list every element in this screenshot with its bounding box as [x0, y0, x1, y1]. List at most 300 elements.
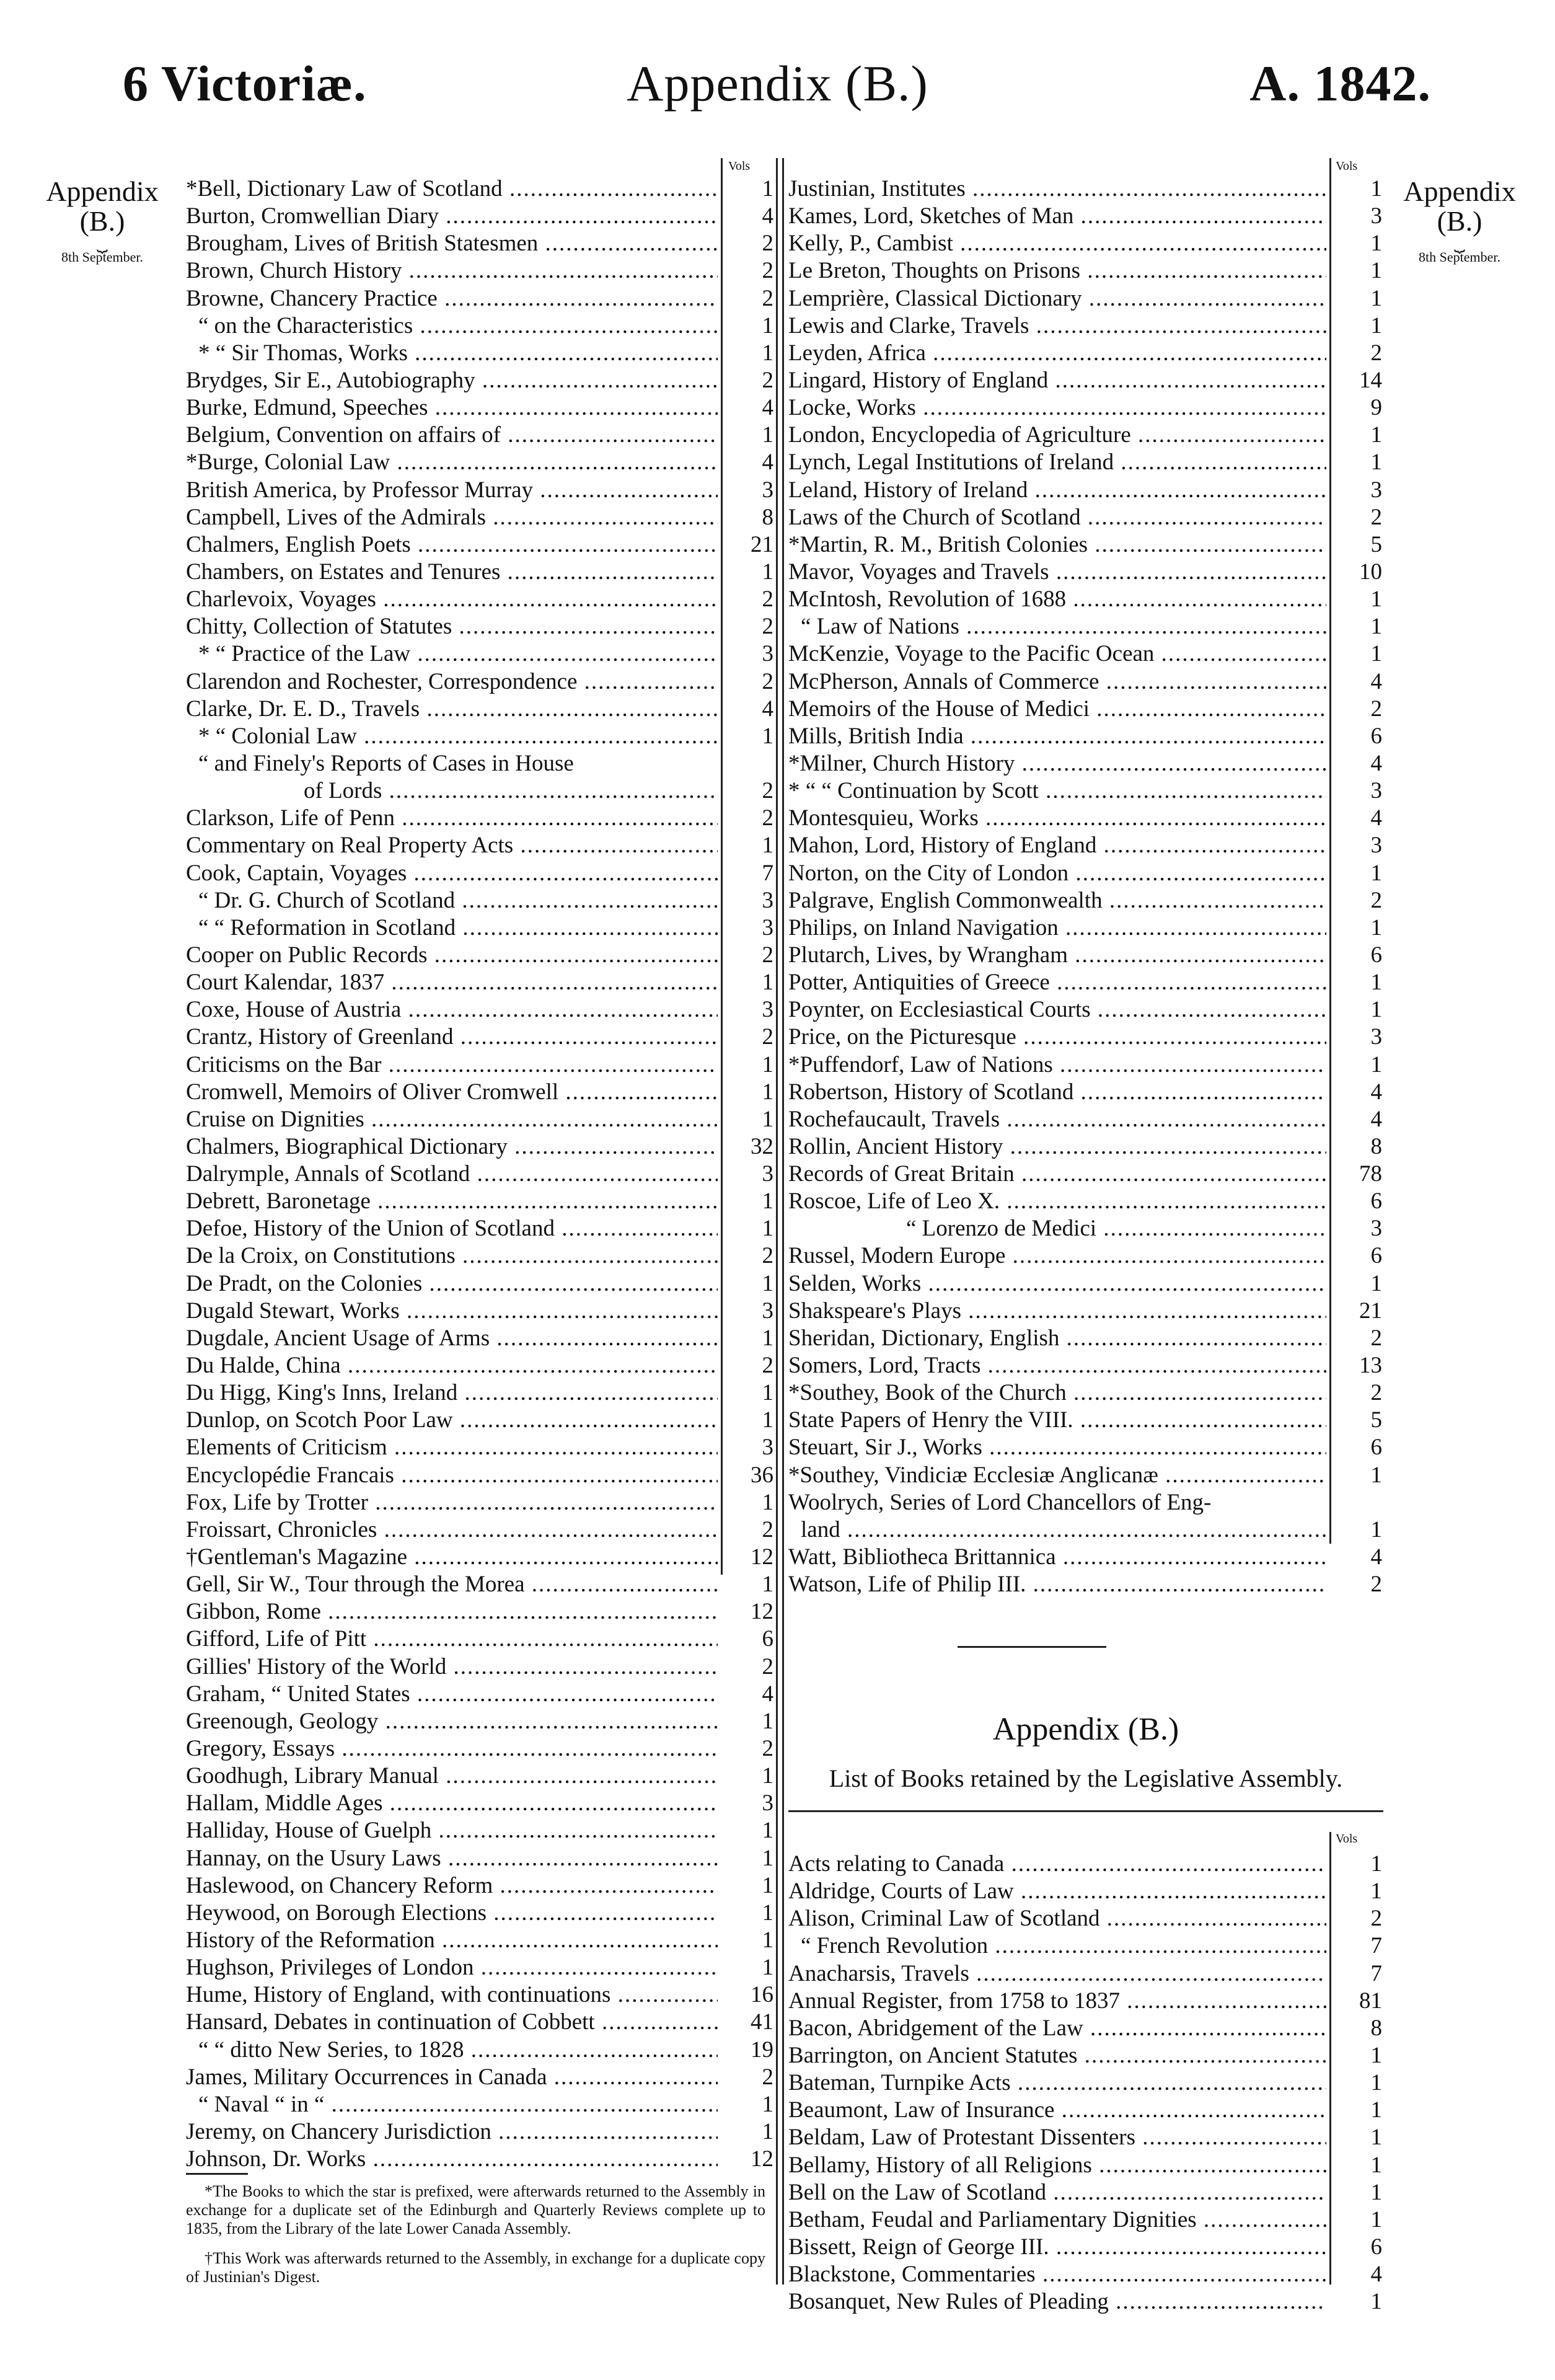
list-item: [186, 367, 773, 394]
list-item: [186, 1379, 773, 1407]
entry-volumes: 2: [1370, 340, 1382, 366]
list-item: [186, 996, 773, 1024]
entry-volumes: 1: [1370, 1462, 1382, 1488]
list-item: [186, 969, 773, 996]
list-item: [788, 340, 1382, 367]
entry-volumes: 4: [1370, 1079, 1382, 1105]
entry-volumes: 1: [762, 1106, 773, 1132]
list-item: [186, 175, 773, 203]
entry-title: Sheridan, Dictionary, English .....: [788, 1325, 1326, 1352]
entry-volumes: 2: [762, 367, 773, 393]
list-item: [788, 1571, 1382, 1598]
list-item: [788, 1051, 1382, 1079]
list-item: [788, 449, 1382, 476]
entry-title: Russel, Modern Europe .....: [788, 1242, 1326, 1270]
entry-title: Haslewood, on Chancery Reform .....: [186, 1872, 718, 1900]
list-item: [186, 1763, 773, 1790]
entry-title: Belgium, Convention on affairs of .....: [186, 422, 718, 449]
entry-title: *Puffendorf, Law of Nations .....: [788, 1051, 1326, 1079]
margin-note-sub: (B.): [79, 205, 125, 237]
entry-title: Defoe, History of the Union of Scotland .....: [186, 1215, 718, 1242]
footnote-rule: [186, 2173, 248, 2175]
entry-volumes: 1: [1370, 860, 1382, 886]
entry-volumes: 2: [762, 942, 773, 968]
entry-title: Plutarch, Lives, by Wrangham .....: [788, 942, 1326, 969]
entry-volumes: 1: [1370, 312, 1382, 338]
entry-title: Poynter, on Ecclesiastical Courts .....: [788, 996, 1326, 1024]
entry-volumes: 1: [1370, 231, 1382, 257]
list-item: [788, 257, 1382, 285]
entry-volumes: 1: [762, 1955, 773, 1981]
entry-title: Gell, Sir W., Tour through the Morea .....: [186, 1571, 718, 1598]
list-item: [186, 1051, 773, 1079]
entry-title: Betham, Feudal and Parliamentary Dignities .....: [788, 2206, 1326, 2234]
entry-title: Campbell, Lives of the Admirals .....: [186, 504, 718, 531]
entry-title: Charlevoix, Voyages .....: [186, 586, 718, 613]
entry-volumes: 4: [1370, 1106, 1382, 1132]
entry-volumes: 1: [1370, 1851, 1382, 1877]
entry-title: Hannay, on the Usury Laws .....: [186, 1845, 718, 1872]
entry-title: Froissart, Chronicles .....: [186, 1516, 718, 1544]
entry-title: Bissett, Reign of George III. .....: [788, 2234, 1326, 2261]
list-item: [788, 1960, 1382, 1988]
entry-title: Commentary on Real Property Acts .....: [186, 832, 718, 859]
list-item: [788, 1932, 1382, 1960]
entry-title: Jeremy, on Chancery Jurisdiction .....: [186, 2118, 718, 2146]
left-column: [186, 175, 773, 2173]
list-item: [186, 504, 773, 531]
entry-title: Cromwell, Memoirs of Oliver Cromwell .....: [186, 1079, 718, 1106]
list-item: [186, 1352, 773, 1379]
entry-volumes: 1: [762, 1763, 773, 1789]
entry-volumes: 2: [762, 258, 773, 284]
list-item: [788, 613, 1382, 640]
list-item: [186, 1024, 773, 1051]
entry-volumes: 1: [762, 1818, 773, 1844]
entry-title: “ and Finely's Reports of Cases in House: [198, 750, 574, 776]
list-item: [788, 1434, 1382, 1461]
entry-volumes: 6: [1370, 1435, 1382, 1461]
entry-volumes: 2: [1370, 1325, 1382, 1351]
entry-volumes: 3: [762, 914, 773, 940]
margin-note-date: 8th September.: [1419, 249, 1500, 265]
list-item: [186, 559, 773, 586]
entry-title: Kelly, P., Cambist .....: [788, 230, 1326, 257]
entry-volumes: 2: [762, 1024, 773, 1050]
entry-volumes: 1: [762, 1079, 773, 1105]
list-item: [186, 1981, 773, 2009]
list-item: [186, 1571, 773, 1598]
entry-title: Le Breton, Thoughts on Prisons .....: [788, 257, 1326, 285]
entry-title: De Pradt, on the Colonies .....: [186, 1270, 718, 1298]
list-item: [788, 1516, 1382, 1544]
list-item: [788, 1188, 1382, 1215]
entry-volumes: 8: [1370, 2015, 1382, 2041]
list-item: [186, 1681, 773, 1708]
list-item: [788, 230, 1382, 257]
entry-volumes: 6: [1370, 1188, 1382, 1214]
entry-volumes: 1: [762, 1216, 773, 1242]
book-list: [788, 1851, 1382, 2316]
list-item: [788, 504, 1382, 531]
entry-volumes: 6: [1370, 942, 1382, 968]
entry-volumes: 1: [762, 1900, 773, 1926]
entry-volumes: 6: [762, 1626, 773, 1652]
entry-volumes: 78: [1359, 1161, 1382, 1187]
entry-volumes: 4: [1370, 1544, 1382, 1570]
entry-title: Gregory, Essays .....: [186, 1735, 718, 1763]
entry-title: Hume, History of England, with continuations .....: [186, 1981, 718, 2009]
list-item: [186, 1489, 773, 1516]
right-column: [788, 175, 1382, 1598]
list-item: [186, 422, 773, 449]
entry-volumes: 10: [1359, 559, 1382, 585]
entry-volumes: 1: [1370, 641, 1382, 667]
entry-title: Bateman, Turnpike Acts .....: [788, 2069, 1326, 2097]
list-item: [186, 1927, 773, 1954]
entry-volumes: 1: [1370, 2179, 1382, 2205]
list-item: [788, 1215, 1382, 1242]
list-item: [788, 531, 1382, 559]
entry-title: Halliday, House of Guelph .....: [186, 1817, 718, 1844]
entry-title: Beldam, Law of Protestant Dissenters .....: [788, 2124, 1326, 2151]
list-item: [186, 1079, 773, 1106]
list-item: [788, 1462, 1382, 1489]
list-item: [788, 1298, 1382, 1325]
entry-title: Encyclopédie Francais .....: [186, 1462, 718, 1489]
list-item: [186, 832, 773, 859]
entry-title: Fox, Life by Trotter .....: [186, 1489, 718, 1516]
entry-volumes: 4: [762, 1681, 773, 1707]
entry-volumes: 81: [1359, 1988, 1382, 2014]
list-item: [788, 175, 1382, 203]
section-subtitle: List of Books retained by the Legislative Assembly.: [829, 1764, 1343, 1792]
list-item: [788, 1106, 1382, 1133]
entry-title: Memoirs of the House of Medici .....: [788, 696, 1326, 723]
entry-volumes: 4: [1370, 805, 1382, 831]
entry-title: “ Naval “ in “ .....: [198, 2091, 718, 2118]
list-item: [788, 1242, 1382, 1270]
list-item: [186, 203, 773, 230]
list-item: [788, 1988, 1382, 2015]
list-item: [788, 914, 1382, 942]
footnote: *The Books to which the star is prefixed, were afterwards returned to the Assembly in exchange for a duplicate set of the Edinburgh and Quarterly Reviews complete up to 1835, from the Library of the late Lower Canada Assembly.: [186, 2182, 765, 2237]
entry-volumes: 4: [762, 395, 773, 421]
entry-volumes: 6: [1370, 1243, 1382, 1269]
entry-title: Woolrych, Series of Lord Chancellors of Eng-: [788, 1489, 1212, 1515]
margin-note-sub: (B.): [1437, 205, 1482, 237]
entry-title: “ French Revolution .....: [801, 1932, 1326, 1960]
entry-title: State Papers of Henry the VIII. .....: [788, 1407, 1326, 1434]
entry-title: Dunlop, on Scotch Poor Law .....: [186, 1407, 718, 1434]
entry-title: Anacharsis, Travels .....: [788, 1960, 1326, 1988]
entry-title: Clarkson, Life of Penn .....: [186, 805, 718, 832]
entry-title: Brougham, Lives of British Statesmen .....: [186, 230, 718, 257]
list-item: [186, 1817, 773, 1844]
list-item: [788, 2042, 1382, 2069]
entry-volumes: 16: [751, 1982, 773, 2008]
entry-title: Burton, Cromwellian Diary .....: [186, 203, 718, 230]
entry-title: Bacon, Abridgement of the Law .....: [788, 2015, 1326, 2042]
entry-title: History of the Reformation .....: [186, 1927, 718, 1954]
entry-title: Rochefaucault, Travels .....: [788, 1106, 1326, 1133]
list-item: [186, 914, 773, 942]
entry-volumes: 3: [1370, 203, 1382, 229]
entry-volumes: 1: [1370, 258, 1382, 284]
footnote: †This Work was afterwards returned to the Assembly, in exchange for a duplicate copy of Justinian's Digest.: [186, 2249, 765, 2286]
entry-volumes: 1: [762, 1845, 773, 1871]
entry-volumes: 4: [1370, 668, 1382, 694]
entry-title: Cruise on Dignities .....: [186, 1106, 718, 1133]
entry-title: Justinian, Institutes .....: [788, 175, 1326, 203]
entry-title: Selden, Works .....: [788, 1270, 1326, 1298]
list-item: [788, 1489, 1382, 1516]
entry-title: Hansard, Debates in continuation of Cobbett .....: [186, 2009, 718, 2036]
list-item: [788, 805, 1382, 832]
margin-note-title: Appendix: [1403, 175, 1516, 207]
entry-volumes: 2: [762, 668, 773, 694]
entry-title: Chitty, Collection of Statutes .....: [186, 613, 718, 640]
entry-title: Mills, British India .....: [788, 723, 1326, 750]
entry-title: Browne, Chancery Practice .....: [186, 285, 718, 312]
list-item: [788, 2124, 1382, 2151]
entry-title: Shakspeare's Plays .....: [788, 1298, 1326, 1325]
list-item: [186, 1106, 773, 1133]
entry-volumes: 1: [1370, 2042, 1382, 2068]
entry-title: of Lords .....: [304, 777, 718, 805]
entry-volumes: 1: [762, 1325, 773, 1351]
header-title: Appendix (B.): [627, 55, 928, 112]
list-item: [788, 942, 1382, 969]
entry-title: Annual Register, from 1758 to 1837 .....: [788, 1988, 1326, 2015]
list-item: [788, 586, 1382, 613]
entry-volumes: 1: [1370, 1516, 1382, 1542]
entry-title: Robertson, History of Scotland .....: [788, 1079, 1326, 1106]
list-item: [186, 1188, 773, 1215]
list-item: [186, 285, 773, 312]
list-item: [186, 1900, 773, 1927]
list-item: [186, 1653, 773, 1681]
entry-title: Watson, Life of Philip III. .....: [788, 1571, 1326, 1598]
entry-title: Coxe, House of Austria .....: [186, 996, 718, 1024]
list-item: [788, 2097, 1382, 2124]
entry-title: Cooper on Public Records .....: [186, 942, 718, 969]
list-item: [788, 312, 1382, 340]
entry-volumes: 3: [762, 477, 773, 503]
entry-title: Brydges, Sir E., Autobiography .....: [186, 367, 718, 394]
list-item: [186, 312, 773, 340]
entry-title: *Milner, Church History .....: [788, 750, 1326, 777]
entry-title: Du Higg, King's Inns, Ireland .....: [186, 1379, 718, 1407]
entry-title: Lingard, History of England .....: [788, 367, 1326, 394]
entry-volumes: 1: [762, 723, 773, 749]
list-item: [186, 1407, 773, 1434]
entry-title: Montesquieu, Works .....: [788, 805, 1326, 832]
entry-volumes: 2: [1370, 887, 1382, 913]
entry-title: Gillies' History of the World .....: [186, 1653, 718, 1681]
entry-title: Leyden, Africa .....: [788, 340, 1326, 367]
vols-header: Vols: [728, 159, 751, 173]
entry-title: Johnson, Dr. Works .....: [186, 2146, 718, 2173]
list-item: [186, 640, 773, 668]
entry-title: Watt, Bibliotheca Brittannica .....: [788, 1544, 1326, 1571]
list-item: [186, 449, 773, 476]
entry-title: Dalrymple, Annals of Scotland .....: [186, 1161, 718, 1188]
list-item: [186, 2118, 773, 2146]
entry-volumes: 8: [1370, 1133, 1382, 1159]
entry-volumes: 1: [762, 833, 773, 859]
entry-volumes: 3: [1370, 1024, 1382, 1050]
entry-volumes: 13: [1359, 1353, 1382, 1379]
entry-volumes: 1: [1370, 1878, 1382, 1904]
list-item: [186, 1544, 773, 1571]
entry-title: Acts relating to Canada .....: [788, 1851, 1326, 1878]
vols-header: Vols: [1336, 1832, 1358, 1846]
entry-title: Alison, Criminal Law of Scotland .....: [788, 1905, 1326, 1932]
entry-volumes: 3: [1370, 778, 1382, 804]
list-item: [788, 394, 1382, 422]
list-item: [788, 640, 1382, 668]
entry-title: Court Kalendar, 1837 .....: [186, 969, 718, 996]
entry-volumes: 3: [1370, 477, 1382, 503]
entry-title: “ on the Characteristics .....: [198, 312, 718, 340]
entry-title: Rollin, Ancient History .....: [788, 1133, 1326, 1161]
entry-title: Lewis and Clarke, Travels .....: [788, 312, 1326, 340]
brace-icon: ⏟: [97, 232, 108, 252]
list-item: [788, 750, 1382, 777]
entry-title: Goodhugh, Library Manual .....: [186, 1763, 718, 1790]
list-item: [788, 832, 1382, 859]
entry-volumes: 2: [762, 231, 773, 257]
entry-volumes: 7: [1370, 1960, 1382, 1986]
entry-title: Gibbon, Rome .....: [186, 1598, 718, 1626]
list-item: [186, 1133, 773, 1161]
entry-volumes: 2: [1370, 1380, 1382, 1406]
entry-title: Chalmers, English Poets .....: [186, 531, 718, 559]
entry-title: McPherson, Annals of Commerce .....: [788, 668, 1326, 696]
entry-title: Blackstone, Commentaries .....: [788, 2261, 1326, 2288]
entry-volumes: 2: [762, 586, 773, 613]
entry-title: Potter, Antiquities of Greece .....: [788, 969, 1326, 996]
column-divider: [776, 158, 778, 2285]
list-item: [186, 805, 773, 832]
list-item: [186, 1215, 773, 1242]
entry-volumes: 41: [751, 2009, 773, 2035]
list-item: [186, 1325, 773, 1352]
entry-volumes: 1: [762, 1380, 773, 1406]
entry-volumes: 32: [751, 1133, 773, 1159]
list-item: [788, 1379, 1382, 1407]
list-item: [186, 1954, 773, 1981]
entry-volumes: 1: [1370, 2152, 1382, 2178]
entry-volumes: 1: [762, 1407, 773, 1433]
list-item: [788, 969, 1382, 996]
entry-volumes: 3: [762, 1435, 773, 1461]
entry-title: Chambers, on Estates and Tenures .....: [186, 559, 718, 586]
header-left: 6 Victoriæ.: [123, 55, 367, 112]
entry-volumes: 1: [1370, 2097, 1382, 2123]
entry-title: Debrett, Baronetage .....: [186, 1188, 718, 1215]
entry-volumes: 7: [1370, 1933, 1382, 1959]
book-list: [186, 175, 773, 2173]
list-item: [788, 696, 1382, 723]
list-item: [788, 422, 1382, 449]
margin-note-date: 8th September.: [61, 249, 143, 265]
list-item: [788, 996, 1382, 1024]
list-item: [186, 613, 773, 640]
entry-volumes: 6: [1370, 723, 1382, 749]
list-item: [186, 723, 773, 750]
margin-note-title: Appendix: [46, 175, 159, 207]
entry-volumes: 2: [762, 778, 773, 804]
list-item: [788, 367, 1382, 394]
entry-volumes: 2: [762, 1243, 773, 1269]
entry-volumes: 6: [1370, 2234, 1382, 2260]
list-item: [788, 2179, 1382, 2206]
entry-volumes: 2: [762, 285, 773, 311]
entry-volumes: 3: [762, 1298, 773, 1324]
entry-volumes: 2: [1370, 696, 1382, 722]
entry-volumes: 1: [1370, 176, 1382, 201]
list-item: [186, 477, 773, 504]
entry-volumes: 1: [762, 970, 773, 996]
entry-title: Aldridge, Courts of Law .....: [788, 1878, 1326, 1905]
entry-title: Price, on the Picturesque .....: [788, 1024, 1326, 1051]
header-right: A. 1842.: [1249, 55, 1431, 112]
list-item: [788, 2234, 1382, 2261]
list-item: [186, 2009, 773, 2036]
entry-volumes: 1: [762, 176, 773, 201]
entry-volumes: 2: [762, 805, 773, 831]
list-item: [788, 860, 1382, 887]
list-item: [186, 230, 773, 257]
entry-title: Norton, on the City of London .....: [788, 860, 1326, 887]
entry-volumes: 1: [1370, 914, 1382, 940]
entry-volumes: 3: [1370, 833, 1382, 859]
entry-volumes: 5: [1370, 1407, 1382, 1433]
section-list: [788, 1851, 1382, 2316]
entry-volumes: 7: [762, 860, 773, 886]
entry-title: Records of Great Britain .....: [788, 1161, 1326, 1188]
list-item: [186, 696, 773, 723]
entry-title: *Southey, Vindiciæ Ecclesiæ Anglicanæ .....: [788, 1462, 1326, 1489]
footnotes: [186, 2182, 765, 2298]
entry-title: Barrington, on Ancient Statutes .....: [788, 2042, 1326, 2069]
entry-volumes: 4: [1370, 2262, 1382, 2288]
list-item: [186, 340, 773, 367]
list-item: [788, 1161, 1382, 1188]
list-item: [788, 1352, 1382, 1379]
entry-title: McKenzie, Voyage to the Pacific Ocean .....: [788, 640, 1326, 668]
entry-volumes: 3: [1370, 1216, 1382, 1242]
entry-volumes: 2: [1370, 504, 1382, 530]
entry-title: Locke, Works .....: [788, 394, 1326, 422]
list-item: [186, 1298, 773, 1325]
entry-volumes: 1: [1370, 970, 1382, 996]
entry-volumes: 12: [751, 2146, 773, 2172]
list-item: [788, 2015, 1382, 2042]
list-item: [186, 1790, 773, 1817]
entry-volumes: 1: [1370, 2125, 1382, 2151]
entry-volumes: 14: [1359, 367, 1382, 393]
entry-title: McIntosh, Revolution of 1688 .....: [788, 586, 1326, 613]
entry-volumes: 3: [762, 1161, 773, 1187]
list-item: [186, 2091, 773, 2118]
entry-volumes: 2: [1370, 1906, 1382, 1932]
entry-title: Burke, Edmund, Speeches .....: [186, 394, 718, 422]
entry-volumes: 1: [762, 1489, 773, 1515]
margin-note-left: [25, 177, 180, 266]
